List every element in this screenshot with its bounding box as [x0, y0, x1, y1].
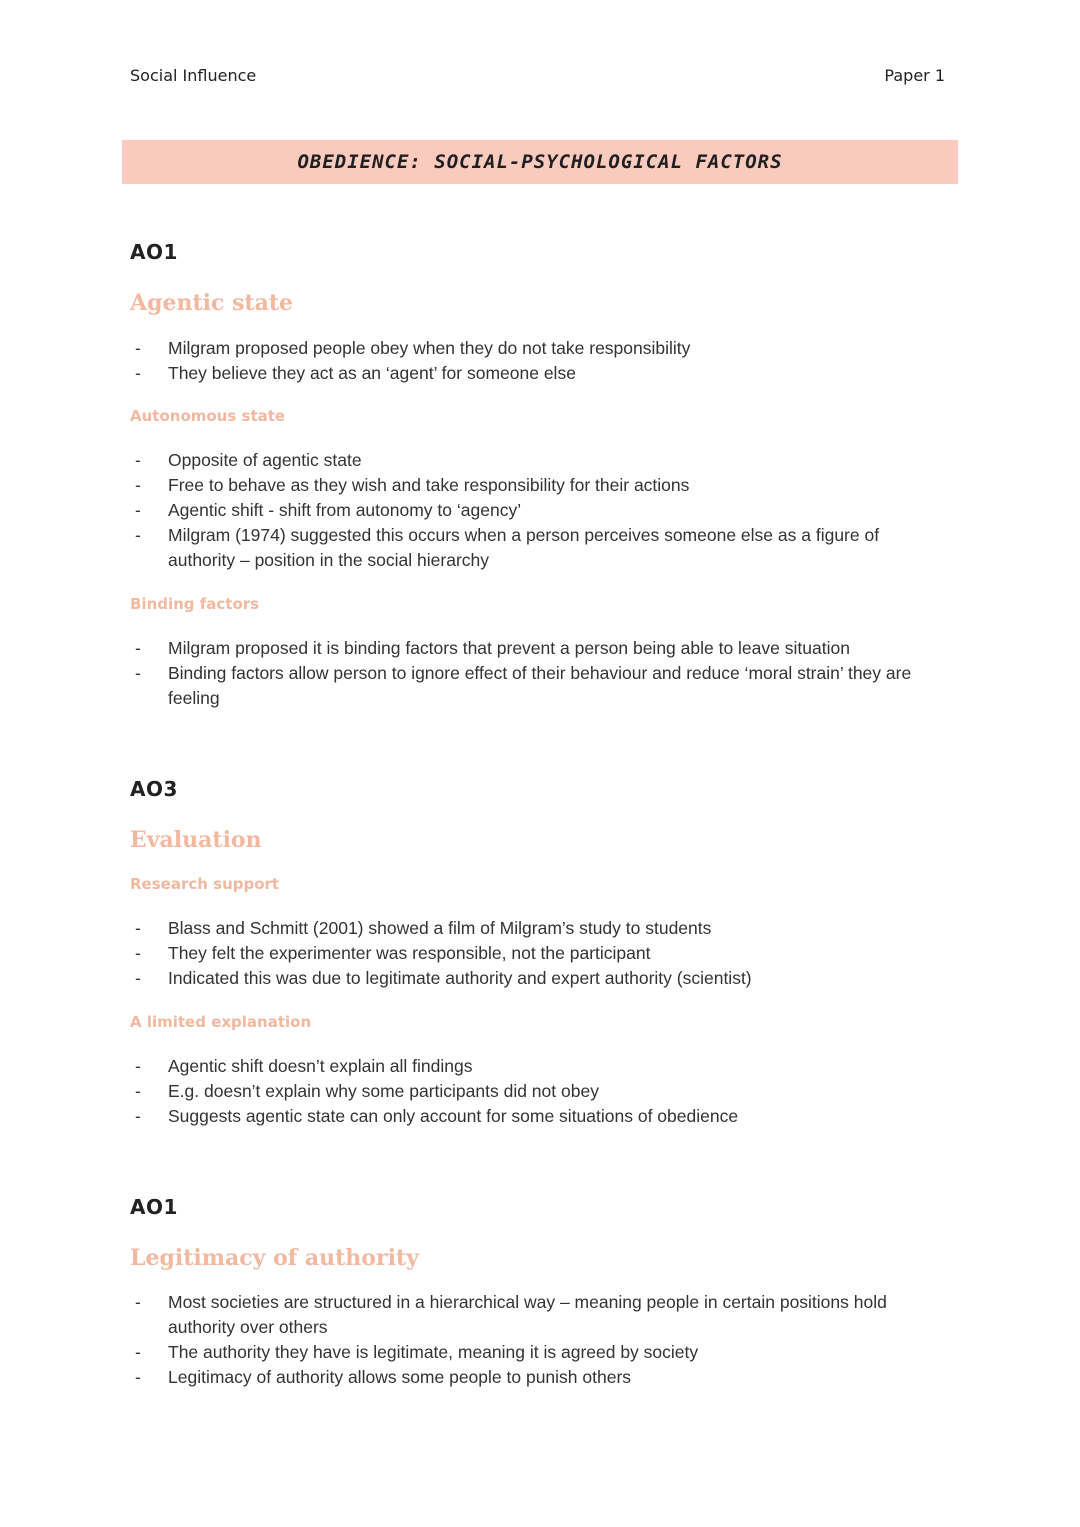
page-title: OBEDIENCE: SOCIAL-PSYCHOLOGICAL FACTORS [297, 151, 783, 173]
subheading-limited-explanation: A limited explanation [130, 1013, 312, 1031]
list-item: - Suggests agentic state can only account for some situations of obedience [130, 1104, 930, 1129]
list-item: - Most societies are structured in a hierarchical way – meaning people in certain positions hold authority over others [130, 1290, 930, 1340]
heading-evaluation: Evaluation [130, 827, 262, 853]
list-item: - They believe they act as an ‘agent’ for someone else [130, 361, 930, 386]
list-item: - E.g. doesn’t explain why some participants did not obey [130, 1079, 930, 1104]
list-item: - Agentic shift - shift from autonomy to ‘agency’ [130, 498, 930, 523]
subheading-autonomous-state: Autonomous state [130, 407, 286, 425]
subheading-binding-factors: Binding factors [130, 595, 260, 613]
agentic-state-list [130, 336, 930, 386]
list-item: - The authority they have is legitimate, meaning it is agreed by society [130, 1340, 930, 1365]
header-paper: Paper 1 [884, 66, 945, 85]
list-item: - Free to behave as they wish and take responsibility for their actions [130, 473, 930, 498]
list-item: - Milgram (1974) suggested this occurs when a person perceives someone else as a figure of authority – position in the social hierarchy [130, 523, 930, 573]
list-item: - Milgram proposed people obey when they do not take responsibility [130, 336, 930, 361]
heading-agentic-state: Agentic state [130, 290, 293, 316]
list-item: - Legitimacy of authority allows some people to punish others [130, 1365, 930, 1390]
legitimacy-list [130, 1290, 930, 1390]
list-item: - Binding factors allow person to ignore effect of their behaviour and reduce ‘moral strain’ they are feeling [130, 661, 930, 711]
research-support-list [130, 916, 930, 991]
binding-factors-list [130, 636, 930, 711]
list-item: - Agentic shift doesn’t explain all findings [130, 1054, 930, 1079]
list-item: - Milgram proposed it is binding factors that prevent a person being able to leave situation [130, 636, 930, 661]
heading-legitimacy-of-authority: Legitimacy of authority [130, 1245, 419, 1271]
list-item: - Blass and Schmitt (2001) showed a film of Milgram’s study to students [130, 916, 930, 941]
list-item: - They felt the experimenter was responsible, not the participant [130, 941, 930, 966]
subheading-research-support: Research support [130, 875, 280, 893]
limited-explanation-list [130, 1054, 930, 1129]
list-item: - Indicated this was due to legitimate authority and expert authority (scientist) [130, 966, 930, 991]
header-subject: Social Influence [130, 66, 257, 85]
ao1-label-second: AO1 [130, 1195, 178, 1219]
list-item: - Opposite of agentic state [130, 448, 930, 473]
ao3-label: AO3 [130, 777, 178, 801]
ao1-label: AO1 [130, 240, 178, 264]
title-banner [122, 140, 958, 184]
autonomous-state-list [130, 448, 930, 573]
